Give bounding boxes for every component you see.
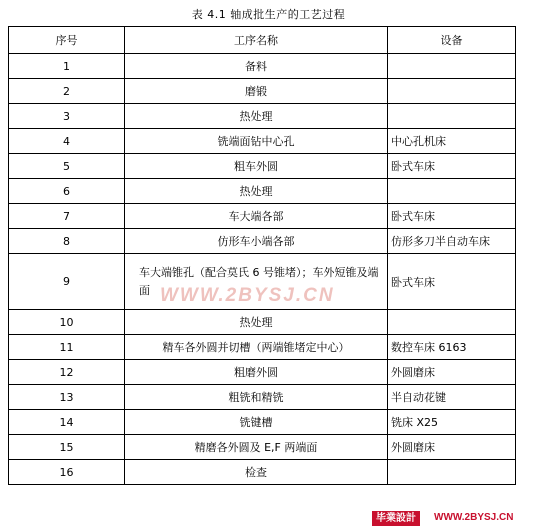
table-row <box>9 460 516 485</box>
equipment: 仿形多刀半自动车床 <box>388 229 516 254</box>
process-name: 粗磨外圆 <box>125 360 388 385</box>
equipment <box>388 54 516 79</box>
equipment <box>388 310 516 335</box>
process-name: 精磨各外圆及 E,F 两端面 <box>125 435 388 460</box>
table-row <box>9 254 516 310</box>
table-row <box>9 310 516 335</box>
equipment <box>388 179 516 204</box>
process-name: 铣键槽 <box>125 410 388 435</box>
table-row <box>9 154 516 179</box>
process-name: 粗车外圆 <box>125 154 388 179</box>
table-row <box>9 179 516 204</box>
equipment: 外圆磨床 <box>388 435 516 460</box>
equipment: 卧式车床 <box>388 204 516 229</box>
row-number: 15 <box>9 435 125 460</box>
row-number: 6 <box>9 179 125 204</box>
table-row <box>9 410 516 435</box>
table-row <box>9 229 516 254</box>
equipment <box>388 460 516 485</box>
process-name: 仿形车小端各部 <box>125 229 388 254</box>
row-number: 10 <box>9 310 125 335</box>
equipment: 中心孔机床 <box>388 129 516 154</box>
process-name: 粗铣和精铣 <box>125 385 388 410</box>
footer-url[interactable]: WWW.2BYSJ.CN <box>434 512 514 523</box>
row-number: 3 <box>9 104 125 129</box>
process-name: 磨锻 <box>125 79 388 104</box>
row-number: 4 <box>9 129 125 154</box>
table-row <box>9 204 516 229</box>
equipment: 铣床 X25 <box>388 410 516 435</box>
table-row <box>9 360 516 385</box>
equipment: 数控车床 6163 <box>388 335 516 360</box>
row-number: 5 <box>9 154 125 179</box>
row-number: 11 <box>9 335 125 360</box>
row-number: 8 <box>9 229 125 254</box>
equipment: 半自动花键 <box>388 385 516 410</box>
process-name: 铣端面钻中心孔 <box>125 129 388 154</box>
row-number: 1 <box>9 54 125 79</box>
equipment: 卧式车床 <box>388 254 516 310</box>
table-row <box>9 435 516 460</box>
row-number: 13 <box>9 385 125 410</box>
equipment <box>388 79 516 104</box>
table-header-row <box>9 27 516 54</box>
process-name: 备料 <box>125 54 388 79</box>
process-name: 车大端锥孔（配合莫氏 6 号锥堵）；车外短锥及端面 <box>125 254 388 310</box>
table-caption: 表 4.1 轴成批生产的工艺过程 <box>191 8 346 21</box>
table-row <box>9 335 516 360</box>
process-name: 热处理 <box>125 179 388 204</box>
process-name: 检查 <box>125 460 388 485</box>
equipment: 卧式车床 <box>388 154 516 179</box>
row-number: 2 <box>9 79 125 104</box>
row-number: 9 <box>9 254 125 310</box>
footer-logo: 毕業設計 <box>372 511 420 526</box>
process-name: 车大端各部 <box>125 204 388 229</box>
table-row <box>9 129 516 154</box>
header-num: 序号 <box>9 27 125 54</box>
process-name: 精车各外圆并切槽（两端锥堵定中心） <box>125 335 388 360</box>
row-number: 12 <box>9 360 125 385</box>
process-name: 热处理 <box>125 104 388 129</box>
process-table <box>8 26 516 485</box>
table-row <box>9 104 516 129</box>
row-number: 7 <box>9 204 125 229</box>
watermark-text: WWW.2BYSJ.CN <box>160 285 335 306</box>
header-name: 工序名称 <box>125 27 388 54</box>
table-row <box>9 54 516 79</box>
table-row <box>9 79 516 104</box>
row-number: 14 <box>9 410 125 435</box>
row-number: 16 <box>9 460 125 485</box>
header-equip: 设备 <box>388 27 516 54</box>
process-name: 热处理 <box>125 310 388 335</box>
table-row <box>9 385 516 410</box>
equipment: 外圆磨床 <box>388 360 516 385</box>
equipment <box>388 104 516 129</box>
